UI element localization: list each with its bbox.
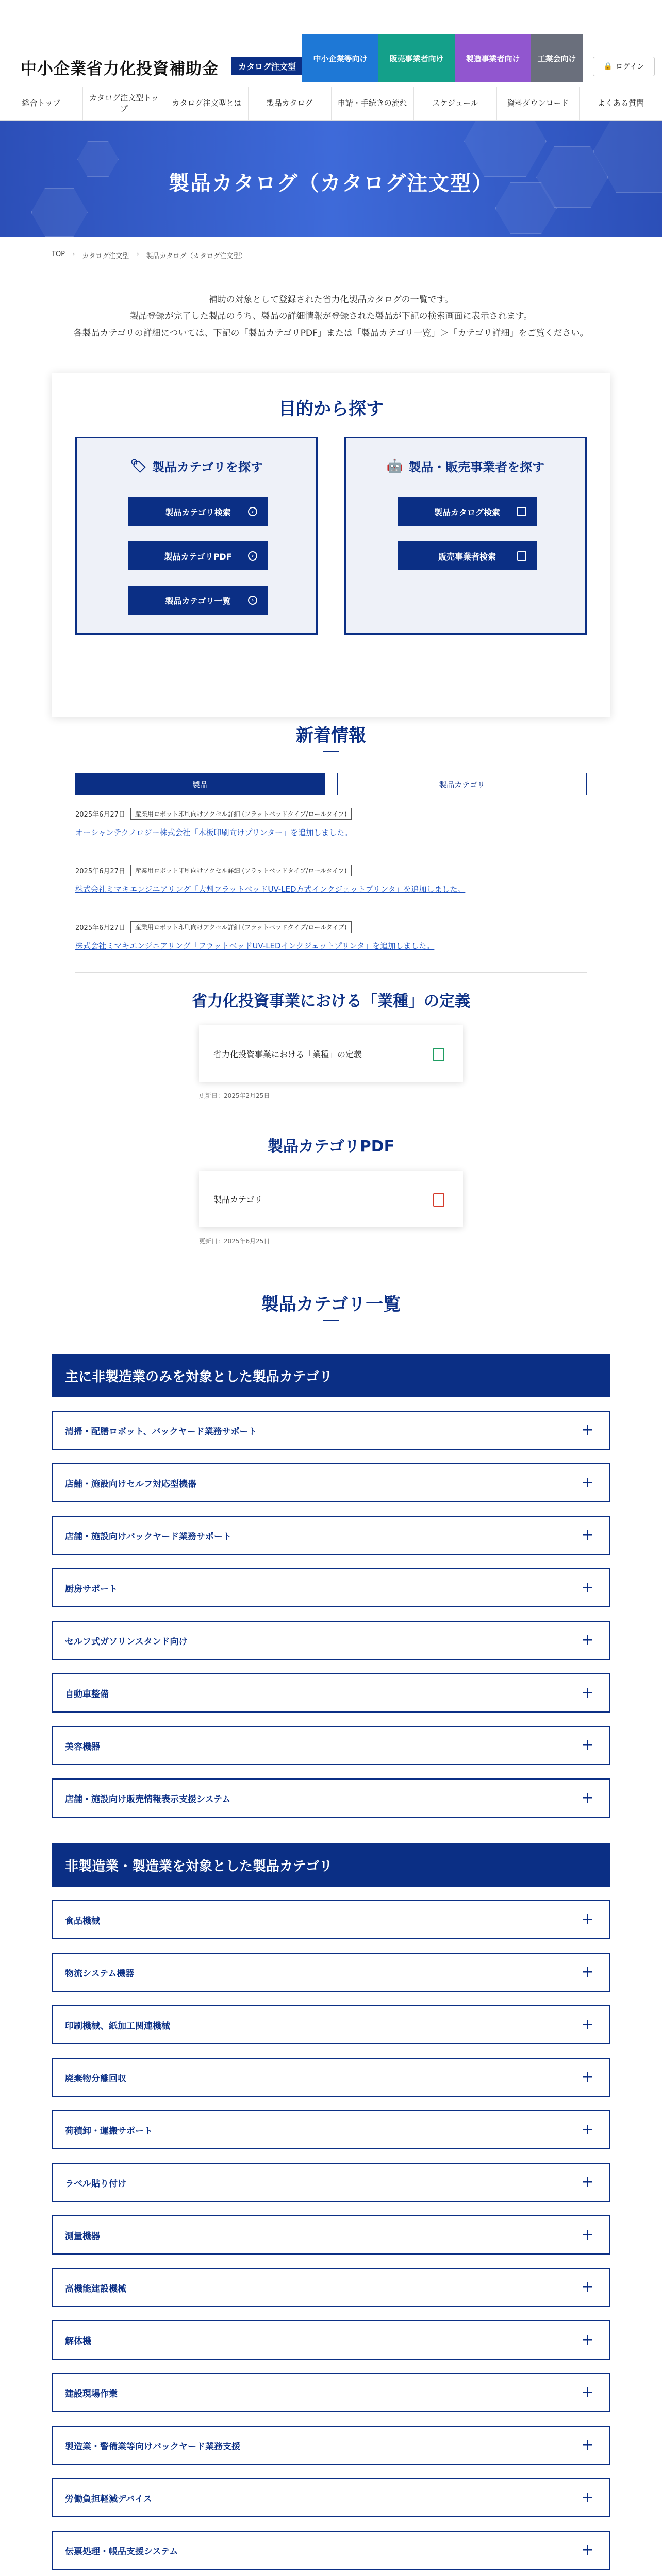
category-accordion-item[interactable]: [52, 2426, 610, 2465]
gnav-download[interactable]: 資料ダウンロード: [497, 87, 580, 120]
plus-icon: +: [581, 1684, 594, 1702]
news-item: [75, 865, 587, 916]
category-accordion-item[interactable]: [52, 1411, 610, 1450]
category-accordion-item[interactable]: [52, 2110, 610, 2149]
category-accordion-item[interactable]: [52, 2531, 610, 2570]
segment-tab-association[interactable]: 工業会向け: [531, 34, 583, 82]
news-link[interactable]: 株式会社ミマキエンジニアリング「フラットベッドUV-LEDインクジェットプリンタ」を追加しました。: [75, 941, 435, 951]
button-label: 製品カテゴリ一覧: [165, 596, 231, 606]
site-title[interactable]: 中小企業省力化投資補助金: [21, 60, 219, 78]
news-tag: 産業用ロボット印刷向けアクセル詳細 (フラットベッドタイプ/ロールタイプ): [130, 808, 352, 820]
intro-line: 各製品カテゴリの詳細については、下記の「製品カテゴリPDF」または「製品カテゴリ一覧」＞「カテゴリ詳細」をご覧ください。: [73, 328, 589, 338]
arrow-right-icon: ›: [248, 551, 257, 561]
product-vendor-heading: 製品・販売事業者を探す: [408, 460, 545, 474]
definition-card[interactable]: [199, 1025, 463, 1082]
product-vendor-search-card: [344, 437, 587, 635]
category-label: 清掃・配膳ロボット、バックヤード業務サポート: [65, 1426, 257, 1437]
gnav-product-catalog[interactable]: 製品カタログ: [249, 87, 332, 120]
hero-banner: [0, 121, 662, 237]
category-label: 店舗・施設向けセルフ対応型機器: [65, 1479, 196, 1489]
category-accordion-item[interactable]: [52, 2373, 610, 2412]
news-tag: 産業用ロボット印刷向けアクセル詳細 (フラットベッドタイプ/ロールタイプ): [130, 865, 352, 876]
news-tabs: [75, 773, 587, 795]
gnav-schedule[interactable]: スケジュール: [414, 87, 497, 120]
category-label: 労働負担軽減デバイス: [65, 2494, 152, 2504]
category-label: 伝票処理・帳品支援システム: [65, 2546, 178, 2557]
category-label: 解体機: [65, 2336, 91, 2347]
category-label: セルフ式ガソリンスタンド向け: [65, 1636, 188, 1647]
news-item: [75, 808, 587, 859]
category-label: 建設現場作業: [65, 2388, 118, 2399]
news-tag: 産業用ロボット印刷向けアクセル詳細 (フラットベッドタイプ/ロールタイプ): [130, 921, 352, 933]
page-title: 製品カタログ（カタログ注文型）: [169, 172, 493, 195]
category-pdf-title: 製品カテゴリPDF: [267, 1138, 395, 1156]
category-pdf-button[interactable]: [128, 541, 268, 570]
news-title: 新着情報: [296, 725, 366, 746]
gnav-about[interactable]: カタログ注文型とは: [166, 87, 249, 120]
breadcrumb-current: 製品カタログ（カタログ注文型）: [146, 252, 247, 260]
plus-icon: +: [581, 2173, 594, 2191]
plus-icon: +: [581, 1473, 594, 1492]
category-accordion-item[interactable]: [52, 1621, 610, 1660]
vendor-search-button[interactable]: [398, 541, 537, 570]
robot-icon: 🤖: [386, 458, 404, 474]
news-tab-categories[interactable]: 製品カテゴリ: [337, 773, 587, 795]
category-label: ラベル貼り付け: [65, 2178, 126, 2189]
category-label: 製造業・警備業等向けバックヤード業務支援: [65, 2441, 240, 2452]
category-label: 美容機器: [65, 1741, 100, 1752]
button-label: 製品カタログ検索: [434, 507, 500, 517]
pdf-icon: [433, 1193, 444, 1207]
product-catalog-search-button[interactable]: [398, 497, 537, 526]
category-pdf-card-label: 製品カテゴリ: [213, 1194, 263, 1205]
plus-icon: +: [581, 2278, 594, 2296]
chevron-right-icon: ›: [72, 250, 75, 258]
news-date: 2025年6月27日: [75, 811, 125, 819]
category-label: 廃棄物分離回収: [65, 2073, 126, 2084]
plus-icon: +: [581, 1789, 594, 1807]
plus-icon: +: [581, 2383, 594, 2401]
gnav-catalog-top[interactable]: カタログ注文型トップ: [83, 87, 166, 120]
category-label: 印刷機械、紙加工関連機械: [65, 2021, 170, 2031]
intro-line: 補助の対象として登録された省力化製品カタログの一覧です。: [208, 295, 454, 305]
category-list-title: 製品カテゴリ一覧: [261, 1294, 401, 1315]
category-label: 店舗・施設向けバックヤード業務サポート: [65, 1531, 231, 1542]
gnav-top[interactable]: 総合トップ: [0, 87, 83, 120]
plus-icon: +: [581, 1526, 594, 1544]
category-search-card: [75, 437, 318, 635]
category-accordion-item[interactable]: [52, 2215, 610, 2255]
plus-icon: +: [581, 1579, 594, 1597]
button-label: 製品カテゴリ検索: [165, 507, 231, 517]
plus-icon: +: [581, 2121, 594, 2139]
lock-icon: 🔒: [603, 62, 613, 71]
plus-icon: +: [581, 1736, 594, 1754]
plus-icon: +: [581, 2436, 594, 2454]
segment-tab-sme[interactable]: 中小企業等向け: [302, 34, 378, 82]
divider: [323, 751, 339, 752]
segment-tab-vendor[interactable]: 販売事業者向け: [378, 34, 455, 82]
category-accordion-item[interactable]: [52, 1778, 610, 1818]
arrow-right-icon: ›: [248, 507, 257, 516]
category-accordion-item[interactable]: [52, 2058, 610, 2097]
breadcrumb-top[interactable]: TOP: [52, 250, 65, 258]
category-label: 自動車整備: [65, 1689, 109, 1700]
breadcrumb: [52, 250, 246, 260]
document-icon: [433, 1048, 444, 1061]
plus-icon: +: [581, 2541, 594, 2559]
external-link-icon: [517, 551, 526, 561]
breadcrumb-catalog[interactable]: カタログ注文型: [82, 252, 129, 260]
purpose-title: 目的から探す: [278, 399, 384, 419]
news-item: [75, 921, 587, 973]
category-label: 厨房サポート: [65, 1584, 118, 1595]
gnav-faq[interactable]: よくある質問: [598, 98, 644, 108]
external-link-icon: [517, 507, 526, 516]
gnav-flow[interactable]: 申請・手続きの流れ: [332, 87, 415, 120]
plus-icon: +: [581, 2015, 594, 2033]
divider: [323, 1320, 339, 1321]
category-accordion-item[interactable]: [52, 2320, 610, 2360]
category-list-button[interactable]: [128, 586, 268, 615]
plus-icon: +: [581, 2331, 594, 2349]
category-accordion-item[interactable]: [52, 1673, 610, 1713]
plus-icon: +: [581, 1963, 594, 1981]
chevron-right-icon: ›: [136, 250, 139, 258]
category-accordion-item[interactable]: [52, 1726, 610, 1765]
definition-card-label: 省力化投資事業における「業種」の定義: [213, 1049, 362, 1059]
site-badge: カタログ注文型: [231, 57, 303, 75]
category-accordion-item[interactable]: [52, 1516, 610, 1555]
category-search-heading: 製品カテゴリを探す: [152, 460, 263, 474]
arrow-right-icon: ›: [248, 596, 257, 605]
definition-title: 省力化投資事業における「業種」の定義: [192, 992, 470, 1010]
category-group-heading: 主に非製造業のみを対象とした製品カテゴリ: [52, 1354, 610, 1397]
segment-tabs: [302, 34, 583, 82]
category-label: 店舗・施設向け販売情報表示支援システム: [65, 1794, 231, 1805]
segment-tab-manufacturer[interactable]: 製造事業者向け: [455, 34, 531, 82]
category-accordion-item[interactable]: [52, 2005, 610, 2044]
plus-icon: +: [581, 1910, 594, 1928]
intro-line: 製品登録が完了した製品のうち、製品の詳細情報が登録された製品が下記の検索画面に表示されます。: [129, 311, 533, 322]
plus-icon: +: [581, 2226, 594, 2244]
category-group-heading: 非製造業・製造業を対象とした製品カテゴリ: [52, 1843, 610, 1887]
login-button[interactable]: [593, 57, 655, 76]
button-label: 販売事業者検索: [438, 551, 496, 562]
category-pdf-card[interactable]: [199, 1171, 463, 1227]
definition-date: 更新日：2025年2月25日: [199, 1092, 270, 1099]
category-search-button[interactable]: [128, 497, 268, 526]
news-date: 2025年6月27日: [75, 868, 125, 875]
category-accordion-item[interactable]: [52, 1900, 610, 1939]
plus-icon: +: [581, 1631, 594, 1649]
plus-icon: +: [581, 2488, 594, 2506]
category-accordion-item[interactable]: [52, 2268, 610, 2307]
plus-icon: +: [581, 1421, 594, 1439]
intro-text: [0, 292, 662, 342]
category-label: 荷積卸・運搬サポート: [65, 2126, 153, 2137]
plus-icon: +: [581, 2068, 594, 2086]
category-accordion-item[interactable]: [52, 2478, 610, 2517]
category-label: 食品機械: [65, 1916, 100, 1926]
category-accordion-item[interactable]: [52, 2163, 610, 2202]
news-link[interactable]: オーシャンテクノロジー株式会社「木板印刷向けプリンター」を追加しました。: [75, 828, 353, 837]
global-nav: [0, 87, 662, 121]
category-pdf-date: 更新日：2025年6月25日: [199, 1238, 270, 1245]
category-label: 測量機器: [65, 2231, 100, 2242]
tag-icon: 🏷: [129, 458, 147, 474]
purpose-search: [52, 373, 610, 717]
category-accordion-item[interactable]: [52, 1568, 610, 1607]
category-accordion-item[interactable]: [52, 1953, 610, 1992]
category-accordion-item[interactable]: [52, 1463, 610, 1502]
category-label: 高機能建設機械: [65, 2283, 126, 2294]
news-date: 2025年6月27日: [75, 924, 125, 932]
news-tab-products[interactable]: 製品: [75, 773, 325, 795]
button-label: 製品カテゴリPDF: [164, 551, 232, 562]
news-link[interactable]: 株式会社ミマキエンジニアリング「大判フラットベッドUV-LED方式インクジェットプリンタ」を追加しました。: [75, 885, 466, 894]
login-label: ログイン: [616, 63, 644, 71]
category-label: 物流システム機器: [65, 1968, 135, 1979]
